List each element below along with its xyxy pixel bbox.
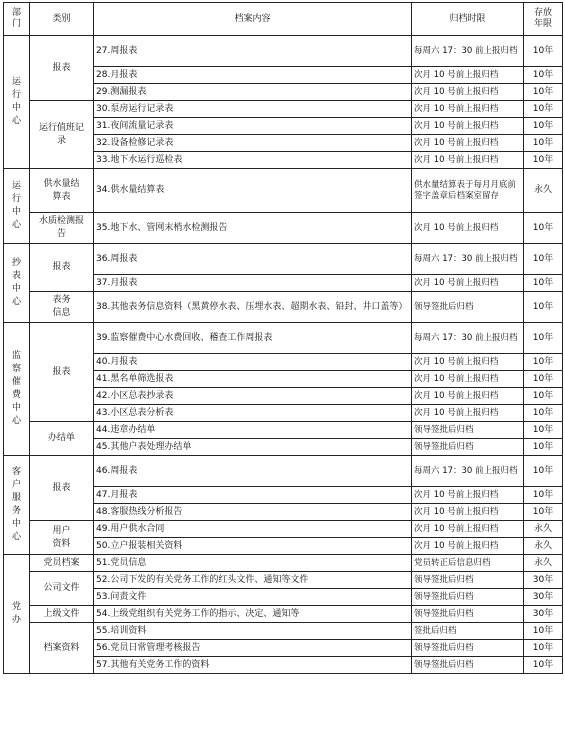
content-cell: 34.供水量结算表: [94, 169, 412, 213]
content-cell: 31.夜间流量记录表: [94, 118, 412, 135]
time-cell: 领导签批后归档: [412, 439, 524, 456]
category-cell: 党员档案: [30, 555, 94, 572]
category-cell: 报表: [30, 244, 94, 292]
table-row: [4, 555, 563, 572]
time-cell: 次月 10 号前上报归档: [412, 487, 524, 504]
time-cell: 次月 10 号前上报归档: [412, 388, 524, 405]
table-row: [4, 101, 563, 118]
time-cell: 党员转正后信息归档: [412, 555, 524, 572]
content-cell: 53.问责文件: [94, 589, 412, 606]
retention-cell: 10年: [524, 439, 563, 456]
time-cell: 领导签批后归档: [412, 572, 524, 589]
content-cell: 44.违章办结单: [94, 422, 412, 439]
content-cell: 47.月报表: [94, 487, 412, 504]
table-row: [4, 521, 563, 538]
time-cell: 次月 10 号前上报归档: [412, 101, 524, 118]
content-cell: 28.月报表: [94, 67, 412, 84]
time-cell: 次月 10 号前上报归档: [412, 67, 524, 84]
retention-cell: 10年: [524, 640, 563, 657]
table-row: [4, 623, 563, 640]
content-cell: 41.黑名单筛选报表: [94, 371, 412, 388]
retention-cell: 10年: [524, 405, 563, 422]
archive-table: [3, 2, 563, 674]
header-retention: 存放年限: [524, 3, 563, 36]
dept-cell: 运行中心: [4, 36, 30, 169]
content-cell: 35.地下水、管网末梢水检测报告: [94, 213, 412, 244]
table-row: [4, 572, 563, 589]
retention-cell: 10年: [524, 422, 563, 439]
time-cell: 次月 10 号前上报归档: [412, 135, 524, 152]
time-cell: 次月 10 号前上报归档: [412, 354, 524, 371]
content-cell: 42.小区总表抄录表: [94, 388, 412, 405]
category-cell: 供水量结算表: [30, 169, 94, 213]
time-cell: 领导签批后归档: [412, 589, 524, 606]
dept-cell: 党办: [4, 555, 30, 674]
content-cell: 32.设备检修记录表: [94, 135, 412, 152]
table-row: [4, 456, 563, 487]
time-cell: 次月 10 号前上报归档: [412, 84, 524, 101]
time-cell: 次月 10 号前上报归档: [412, 213, 524, 244]
category-cell: 报表: [30, 456, 94, 521]
table-row: [4, 606, 563, 623]
time-cell: 次月 10 号前上报归档: [412, 504, 524, 521]
retention-cell: 10年: [524, 456, 563, 487]
content-cell: 48.客服热线分析报告: [94, 504, 412, 521]
retention-cell: 10年: [524, 371, 563, 388]
content-cell: 39.监察催费中心水费回收、稽查工作周报表: [94, 323, 412, 354]
dept-cell: 监察催费中心: [4, 323, 30, 456]
content-cell: 38.其他表务信息资料（黑黄停水表、压埋水表、超期水表、铅封、井口盖等）: [94, 292, 412, 323]
content-cell: 27.周报表: [94, 36, 412, 67]
retention-cell: 10年: [524, 623, 563, 640]
content-cell: 46.周报表: [94, 456, 412, 487]
retention-cell: 10年: [524, 213, 563, 244]
retention-cell: 10年: [524, 244, 563, 275]
category-cell: 档案资料: [30, 623, 94, 674]
content-cell: 43.小区总表分析表: [94, 405, 412, 422]
retention-cell: 永久: [524, 169, 563, 213]
content-cell: 49.用户供水合同: [94, 521, 412, 538]
category-cell: 上级文件: [30, 606, 94, 623]
dept-cell: 客户服务中心: [4, 456, 30, 555]
content-cell: 57.其他有关党务工作的资料: [94, 657, 412, 674]
time-cell: 每周六 17：30 前上报归档: [412, 244, 524, 275]
content-cell: 45.其他户表处理办结单: [94, 439, 412, 456]
table-row: [4, 323, 563, 354]
time-cell: 每周六 17：30 前上报归档: [412, 456, 524, 487]
category-cell: 报表: [30, 36, 94, 101]
table-row: [4, 292, 563, 323]
content-cell: 30.泵房运行记录表: [94, 101, 412, 118]
retention-cell: 10年: [524, 101, 563, 118]
retention-cell: 10年: [524, 275, 563, 292]
category-cell: 办结单: [30, 422, 94, 456]
retention-cell: 10年: [524, 36, 563, 67]
retention-cell: 10年: [524, 354, 563, 371]
retention-cell: 10年: [524, 84, 563, 101]
retention-cell: 30年: [524, 572, 563, 589]
retention-cell: 10年: [524, 135, 563, 152]
category-cell: 运行值班记录: [30, 101, 94, 169]
retention-cell: 永久: [524, 521, 563, 538]
time-cell: 领导签批后归档: [412, 422, 524, 439]
content-cell: 56.党员日常管理考核报告: [94, 640, 412, 657]
header-time: 归档时限: [412, 3, 524, 36]
content-cell: 37.月报表: [94, 275, 412, 292]
time-cell: 签批后归档: [412, 623, 524, 640]
content-cell: 55.培训资料: [94, 623, 412, 640]
content-cell: 29.测漏报表: [94, 84, 412, 101]
header-dept: 部门: [4, 3, 30, 36]
time-cell: 领导签批后归档: [412, 292, 524, 323]
retention-cell: 10年: [524, 657, 563, 674]
time-cell: 次月 10 号前上报归档: [412, 521, 524, 538]
time-cell: 领导签批后归档: [412, 640, 524, 657]
content-cell: 51.党员信息: [94, 555, 412, 572]
content-cell: 36.周报表: [94, 244, 412, 275]
dept-cell: 运行中心: [4, 169, 30, 244]
category-cell: 用户资料: [30, 521, 94, 555]
time-cell: 每周六 17：30 前上报归档: [412, 323, 524, 354]
header-category: 类别: [30, 3, 94, 36]
retention-cell: 30年: [524, 589, 563, 606]
time-cell: 领导签批后归档: [412, 606, 524, 623]
header-content: 档案内容: [94, 3, 412, 36]
table-row: [4, 169, 563, 213]
content-cell: 52.公司下发的有关党务工作的红头文件、通知等文件: [94, 572, 412, 589]
time-cell: 每周六 17：30 前上报归档: [412, 36, 524, 67]
table-row: [4, 244, 563, 275]
category-cell: 表务信息: [30, 292, 94, 323]
retention-cell: 10年: [524, 504, 563, 521]
time-cell: 供水量结算表于每月月底前签字盖章后档案室留存: [412, 169, 524, 213]
retention-cell: 永久: [524, 555, 563, 572]
retention-cell: 10年: [524, 323, 563, 354]
time-cell: 次月 10 号前上报归档: [412, 405, 524, 422]
retention-cell: 10年: [524, 487, 563, 504]
time-cell: 次月 10 号前上报归档: [412, 538, 524, 555]
content-cell: 50.立户报装相关资料: [94, 538, 412, 555]
dept-cell: 抄表中心: [4, 244, 30, 323]
content-cell: 54.上级党组织有关党务工作的指示、决定、通知等: [94, 606, 412, 623]
table-row: [4, 36, 563, 67]
time-cell: 次月 10 号前上报归档: [412, 118, 524, 135]
time-cell: 次月 10 号前上报归档: [412, 371, 524, 388]
category-cell: 公司文件: [30, 572, 94, 606]
time-cell: 次月 10 号前上报归档: [412, 275, 524, 292]
retention-cell: 10年: [524, 292, 563, 323]
retention-cell: 30年: [524, 606, 563, 623]
category-cell: 水质检测报告: [30, 213, 94, 244]
table-row: [4, 213, 563, 244]
time-cell: 次月 10 号前上报归档: [412, 152, 524, 169]
retention-cell: 10年: [524, 118, 563, 135]
table-row: [4, 422, 563, 439]
retention-cell: 10年: [524, 388, 563, 405]
content-cell: 40.月报表: [94, 354, 412, 371]
retention-cell: 10年: [524, 152, 563, 169]
time-cell: 领导签批后归档: [412, 657, 524, 674]
header-row: [4, 3, 563, 36]
category-cell: 报表: [30, 323, 94, 422]
retention-cell: 10年: [524, 67, 563, 84]
content-cell: 33.地下水运行巡检表: [94, 152, 412, 169]
retention-cell: 永久: [524, 538, 563, 555]
